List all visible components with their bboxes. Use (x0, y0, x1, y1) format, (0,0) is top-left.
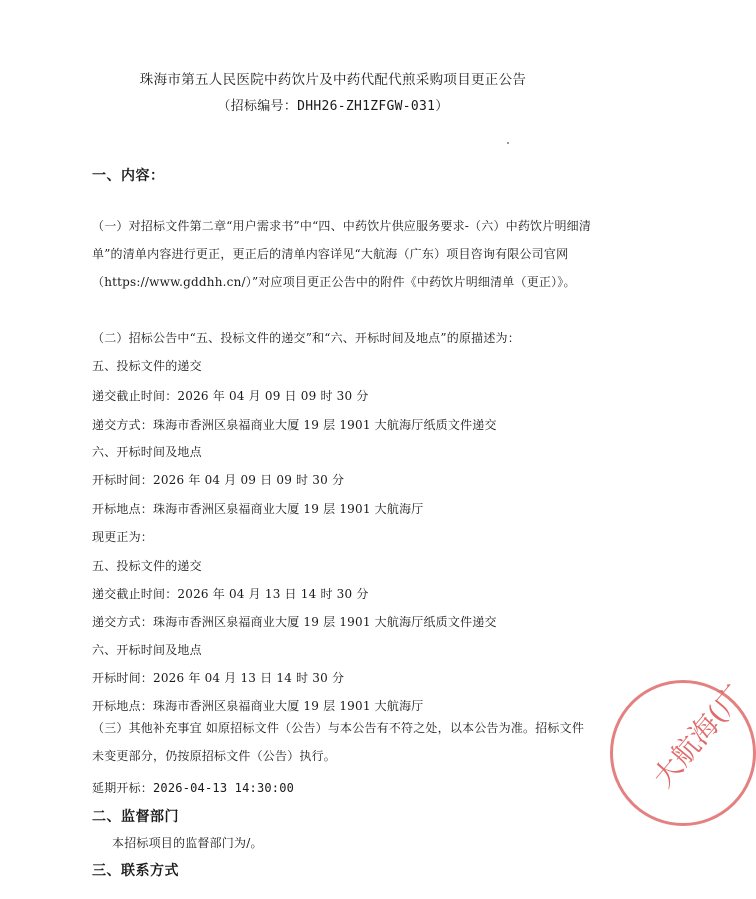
delayed-opening: 延期开标：2026-04-13 14:30:00 (92, 781, 295, 795)
orig-subheading-opening: 六、开标时间及地点 (92, 445, 202, 459)
section-heading-supervision: 二、监督部门 (92, 809, 179, 825)
seal-text: 大航海(广 (646, 678, 751, 794)
section-heading-contact: 三、联系方式 (92, 863, 179, 879)
new-method: 递交方式：珠海市香洲区泉福商业大厦 19 层 1901 大航海厅纸质文件递交 (92, 615, 497, 629)
orig-open-time: 开标时间：2026 年 04 月 09 日 09 时 30 分 (92, 473, 345, 487)
paragraph-correction-2: （二）招标公告中“五、投标文件的递交”和“六、开标时间及地点”的原描述为： (92, 331, 520, 345)
orig-subheading-submission: 五、投标文件的递交 (92, 359, 202, 373)
scan-speck (507, 142, 509, 144)
supervision-text: 本招标项目的监督部门为/。 (112, 836, 263, 850)
page-title: 珠海市第五人民医院中药饮片及中药代配代煎采购项目更正公告 (139, 72, 527, 88)
new-subheading-opening: 六、开标时间及地点 (92, 643, 202, 657)
new-deadline: 递交截止时间：2026 年 04 月 13 日 14 时 30 分 (92, 587, 369, 601)
new-open-place: 开标地点：珠海市香洲区泉福商业大厦 19 层 1901 大航海厅 (92, 699, 424, 713)
tender-number: （招标编号：DHH26-ZH1ZFGW-031） (217, 99, 449, 114)
now-corrected-label: 现更正为： (92, 530, 154, 544)
new-subheading-submission: 五、投标文件的递交 (92, 559, 202, 573)
orig-deadline: 递交截止时间：2026 年 04 月 09 日 09 时 30 分 (92, 389, 369, 403)
orig-open-place: 开标地点：珠海市香洲区泉福商业大厦 19 层 1901 大航海厅 (92, 502, 424, 516)
paragraph-correction-3: （三）其他补充事宜 如原招标文件（公告）与本公告有不符之处，以本公告为准。招标文件未变更部分，仍按原招标文件（公告）执行。 (92, 721, 585, 763)
section-heading-content: 一、内容： (92, 168, 165, 184)
paragraph-correction-1: （一）对招标文件第二章“用户需求书”中“四、中药饮片供应服务要求-（六）中药饮片明细清单”的清单内容进行更正，更正后的清单内容详见“大航海（广东）项目咨询有限公司官网（https://www.gddhh.cn/）”对应项目更正公告中的附件《中药饮片明细清单（更正）》。 (92, 219, 592, 289)
new-open-time: 开标时间：2026 年 04 月 13 日 14 时 30 分 (92, 671, 345, 685)
orig-method: 递交方式：珠海市香洲区泉福商业大厦 19 层 1901 大航海厅纸质文件递交 (92, 418, 497, 432)
